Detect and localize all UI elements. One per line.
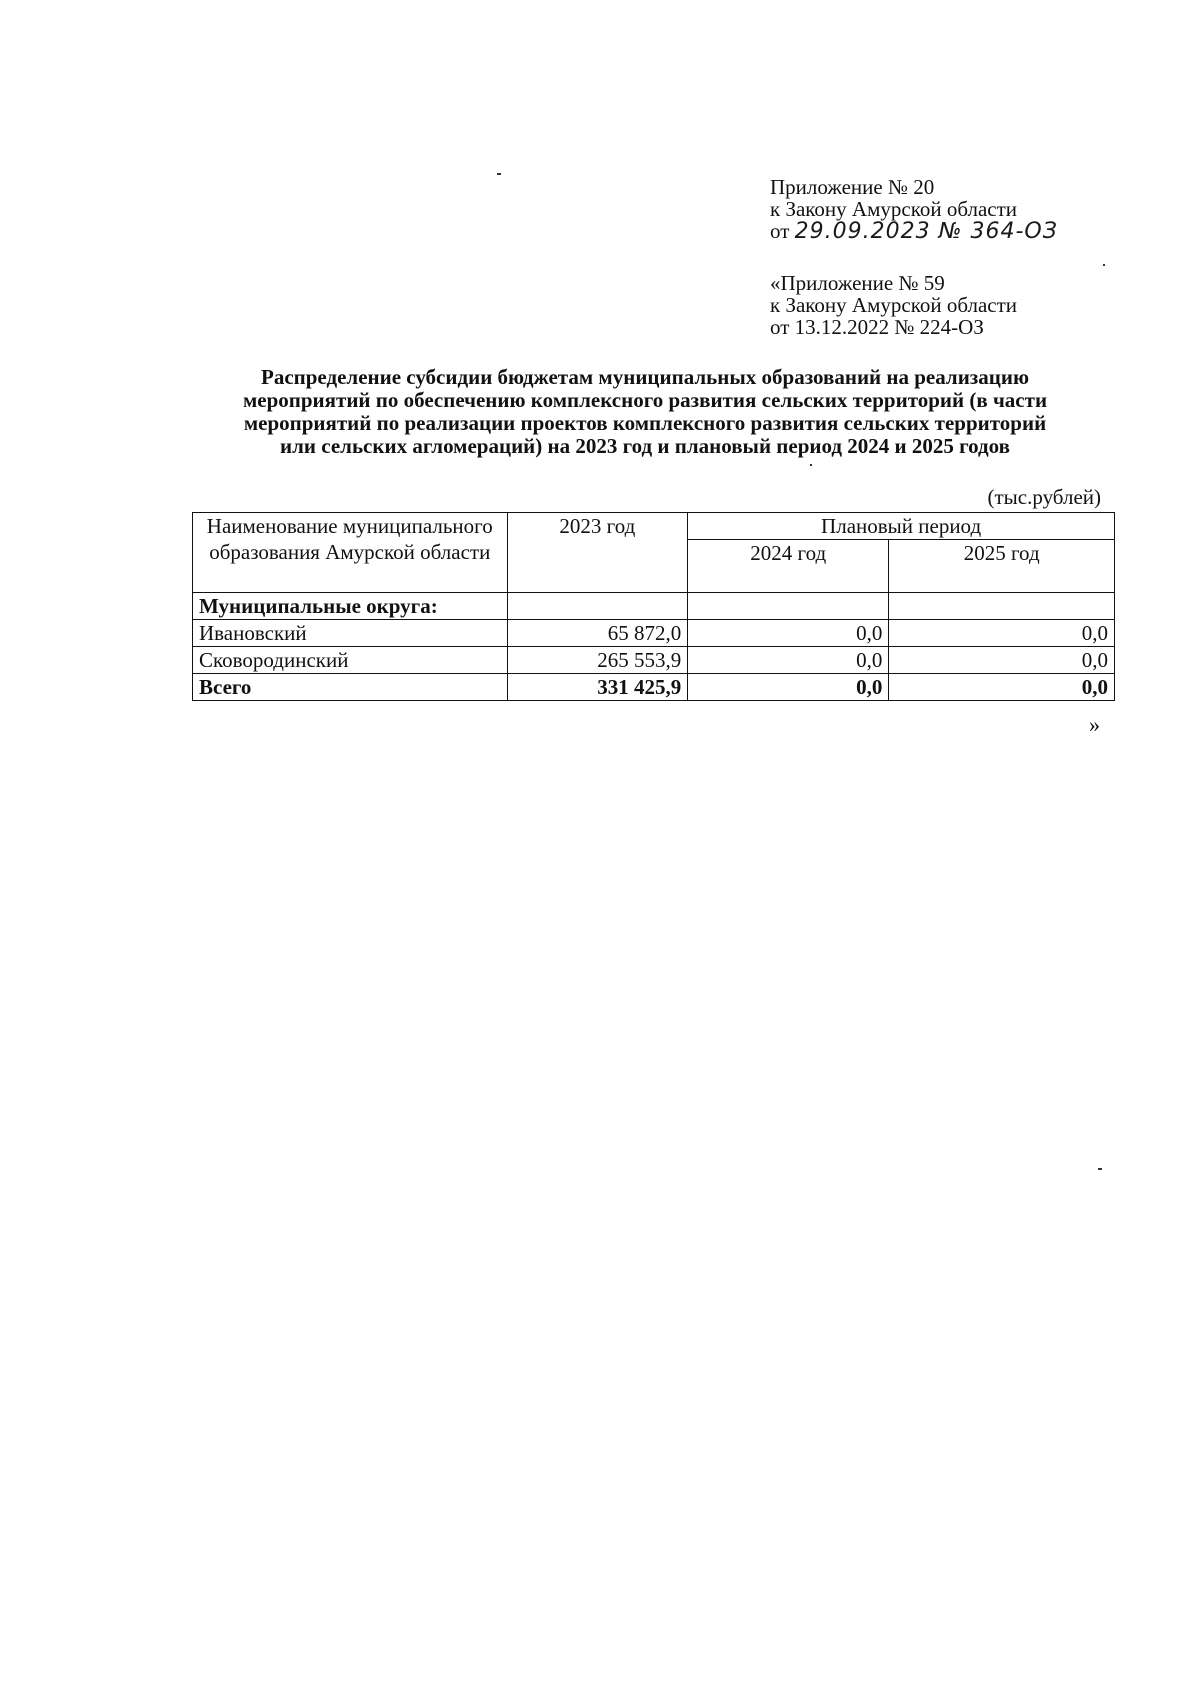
scan-speck [1098,1168,1102,1170]
appendix-amended-number: «Приложение № 59 [770,271,945,295]
handwritten-date-number: 29.09.2023 № 364-ОЗ [794,219,1058,244]
header-planned-period: Плановый период [688,513,1115,540]
total-value-2025: 0,0 [889,674,1115,701]
appendix-amended-date: от 13.12.2022 № 224-ОЗ [770,315,984,339]
appendix-current-law: к Закону Амурской области [770,197,1018,221]
section-empty-cell [889,593,1115,620]
header-name: Наименование муниципального образования Амурской области [193,513,508,593]
section-empty-cell [507,593,688,620]
title-line-1: Распределение субсидии бюджетам муниципальных образований на реализацию [261,365,1029,389]
table-row [193,620,1115,647]
scan-speck [497,173,501,175]
title-line-4: или сельских агломераций) на 2023 год и плановый период 2024 и 2025 годов [280,434,1010,458]
appendix-current-date [770,220,1058,243]
appendix-amended-law: к Закону Амурской области [770,293,1018,317]
row-value-2023: 265 553,9 [507,647,688,674]
header-2024: 2024 год [688,540,889,593]
table-row [193,647,1115,674]
appendix-current-number: Приложение № 20 [770,175,935,199]
subsidy-table [192,512,1115,701]
table-header-row-1 [193,513,1115,540]
row-name: Сковородинский [193,647,508,674]
title-line-3: мероприятий по реализации проектов комплексного развития сельских территорий [243,411,1047,435]
appendix-amended [770,272,1017,338]
closing-quote: » [1089,712,1100,737]
header-2025: 2025 год [889,540,1115,593]
total-value-2023: 331 425,9 [507,674,688,701]
appendix-current [770,176,1058,243]
header-2023: 2023 год [507,513,688,593]
scan-speck [810,464,812,466]
section-empty-cell [688,593,889,620]
title-line-2: мероприятий по обеспечению комплексного развития сельских территорий (в части [242,388,1048,412]
total-value-2024: 0,0 [688,674,889,701]
section-row [193,593,1115,620]
scan-speck [1103,264,1105,266]
row-name: Ивановский [193,620,508,647]
total-row [193,674,1115,701]
row-value-2024: 0,0 [688,647,889,674]
appendix-current-date-prefix: от [770,219,790,243]
row-value-2023: 65 872,0 [507,620,688,647]
units-label: (тыс.рублей) [987,485,1101,509]
row-value-2025: 0,0 [889,647,1115,674]
section-label: Муниципальные округа: [193,593,508,620]
document-title [180,366,1110,458]
total-name: Всего [193,674,508,701]
row-value-2025: 0,0 [889,620,1115,647]
row-value-2024: 0,0 [688,620,889,647]
